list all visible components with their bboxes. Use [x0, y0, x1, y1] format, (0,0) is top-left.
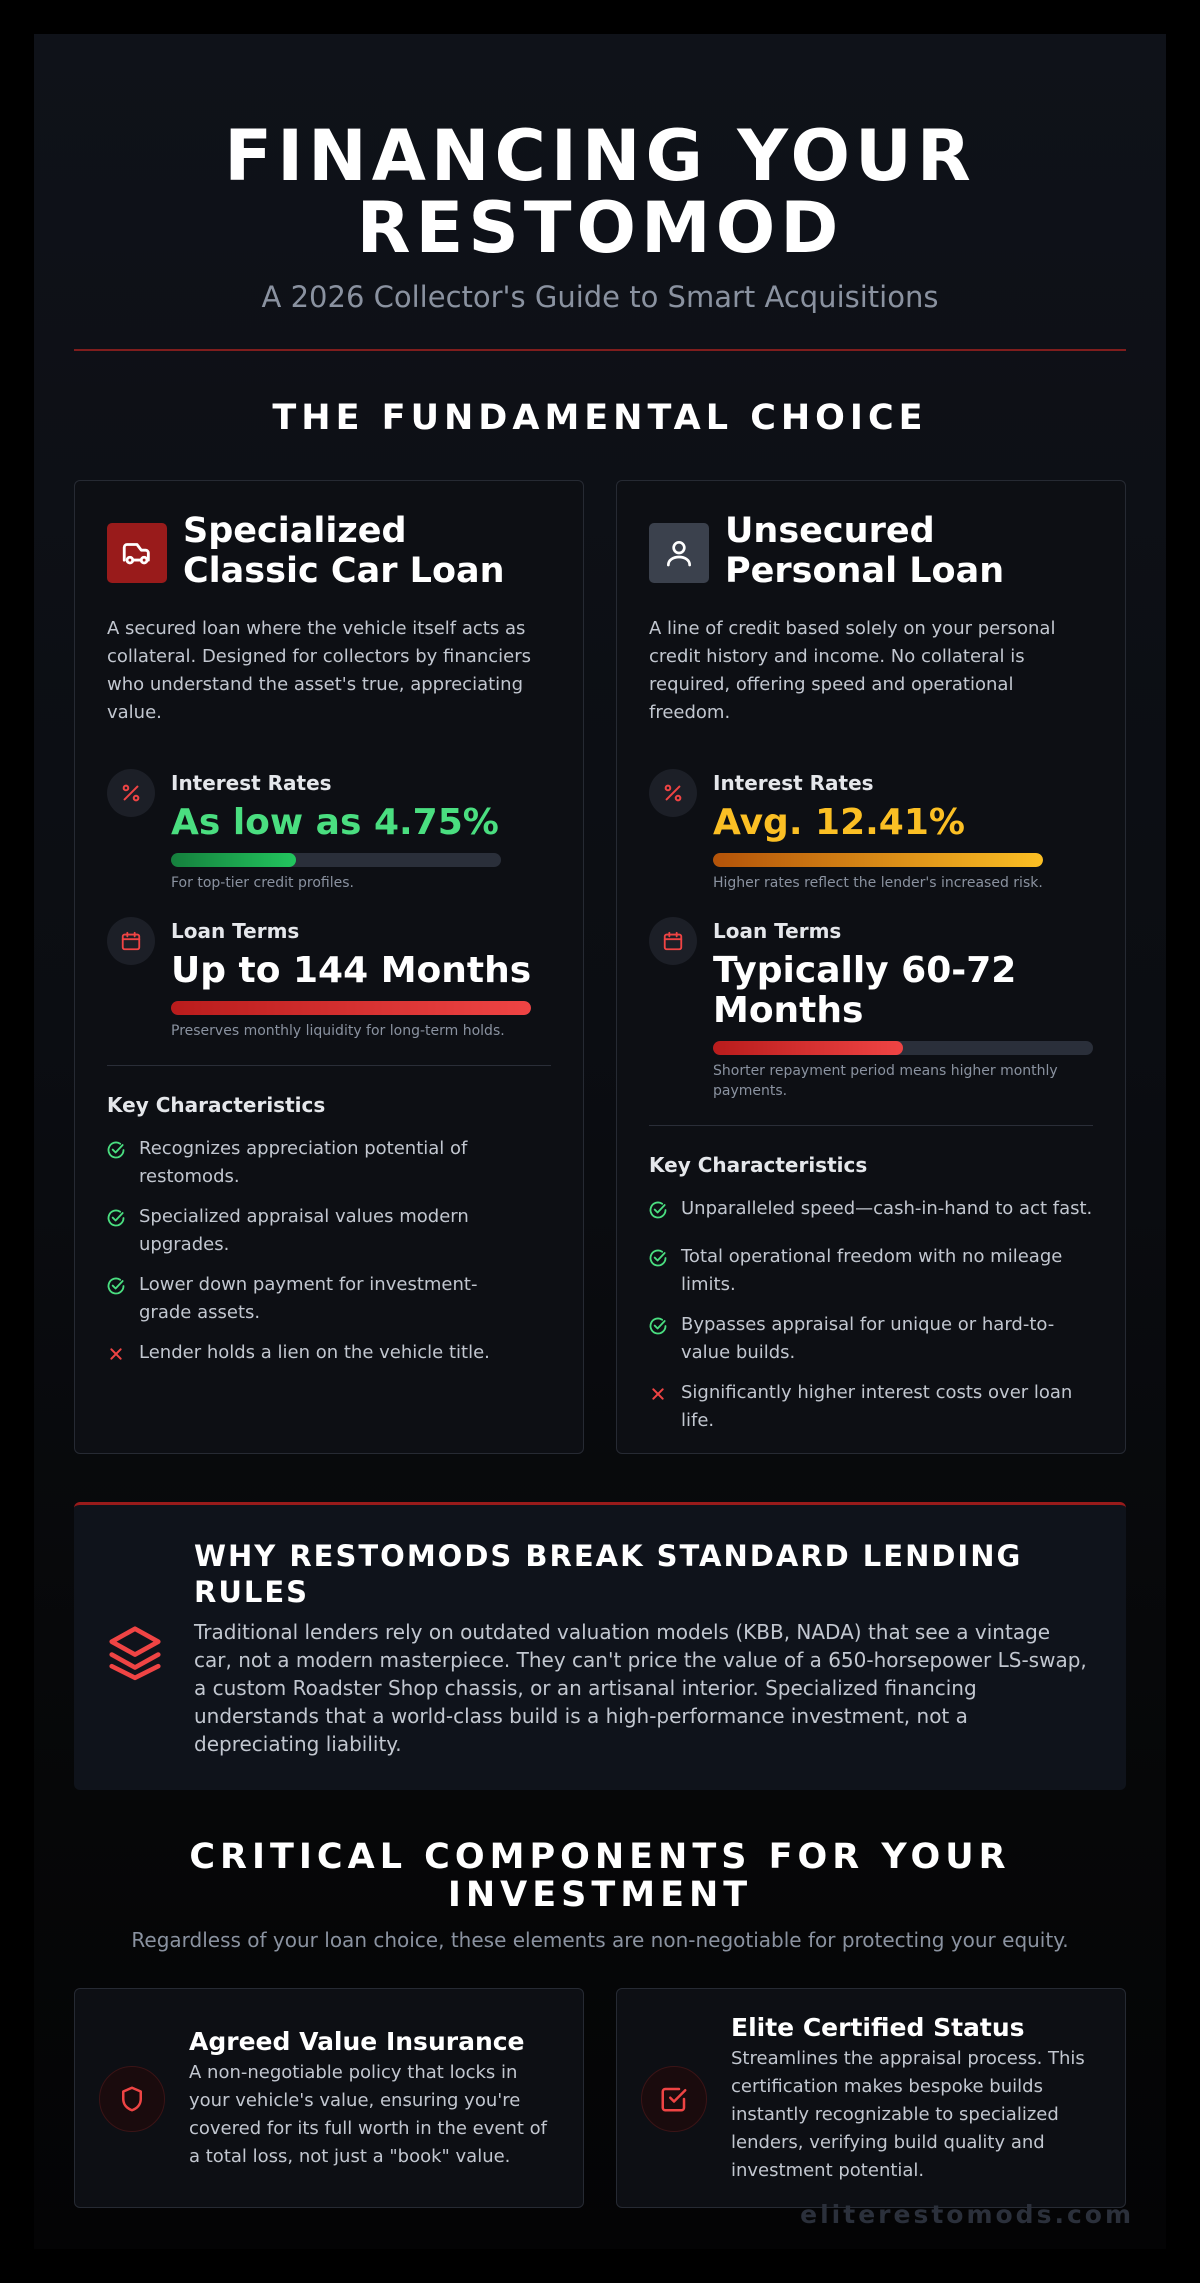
- component-title: Elite Certified Status: [731, 2013, 1025, 2042]
- card-title: [183, 511, 563, 591]
- interest-rate-note: For top-tier credit profiles.: [171, 875, 354, 891]
- loan-terms-value-line: Typically 60-72: [713, 950, 1017, 991]
- card-title-line: Specialized: [183, 511, 407, 551]
- card-title: [725, 511, 1105, 591]
- characteristic-item: Specialized appraisal values modern upgrades.: [139, 1206, 469, 1255]
- characteristic-item: Total operational freedom with no mileage limits.: [681, 1246, 1063, 1295]
- percent-icon: [107, 769, 155, 817]
- check-circle-icon: [647, 1315, 669, 1337]
- interest-rate-label: Interest Rates: [171, 771, 332, 795]
- truck-icon: [107, 523, 167, 583]
- check-circle-icon: [105, 1139, 127, 1161]
- characteristic-item: Significantly higher interest costs over loan life.: [681, 1382, 1073, 1431]
- characteristic-item: Bypasses appraisal for unique or hard-to-value builds.: [681, 1314, 1055, 1363]
- loan-terms-bar: [171, 1001, 531, 1015]
- shield-icon: [99, 2066, 165, 2132]
- characteristics-title: Key Characteristics: [107, 1093, 326, 1117]
- card-divider: [649, 1125, 1093, 1126]
- site-watermark: eliterestomods.com: [800, 2200, 1134, 2229]
- characteristics-title: Key Characteristics: [649, 1153, 868, 1177]
- percent-icon: [649, 769, 697, 817]
- check-circle-icon: [105, 1275, 127, 1297]
- agreed-value-card: [74, 1988, 584, 2208]
- loan-terms-label: Loan Terms: [713, 919, 842, 943]
- personal-loan-card: [616, 480, 1126, 1454]
- loan-terms-value: Up to 144 Months: [171, 950, 532, 991]
- characteristic-item: Recognizes appreciation potential of restomods.: [139, 1138, 468, 1187]
- card-title-line: Personal Loan: [725, 551, 1005, 591]
- loan-terms-note: [713, 1061, 1058, 1101]
- loan-terms-value: [713, 951, 1016, 1031]
- loan-terms-bar-fill: [171, 1001, 531, 1015]
- interest-rate-label: Interest Rates: [713, 771, 874, 795]
- check-circle-icon: [647, 1199, 669, 1221]
- check-circle-icon: [105, 1207, 127, 1229]
- loan-terms-note-line: payments.: [713, 1083, 788, 1099]
- classic-loan-card: [74, 480, 584, 1454]
- characteristic-item: Lower down payment for investment-grade assets.: [139, 1274, 478, 1323]
- card-description: A line of credit based solely on your personal credit history and income. No collateral is required, offering speed and operational freedom.: [649, 618, 1056, 723]
- why-restomods-callout: [74, 1502, 1126, 1790]
- interest-rate-value: As low as 4.75%: [171, 802, 499, 843]
- page-subtitle: A 2026 Collector's Guide to Smart Acquisitions: [261, 280, 939, 314]
- interest-rate-bar-fill: [713, 853, 1043, 867]
- card-description: A secured loan where the vehicle itself acts as collateral. Designed for collectors by financiers who understand the asset's true, appreciating value.: [107, 618, 531, 723]
- choice-section-title: THE FUNDAMENTAL CHOICE: [272, 398, 928, 438]
- cross-icon: [105, 1343, 127, 1365]
- card-divider: [107, 1065, 551, 1066]
- layers-icon: [104, 1621, 166, 1683]
- checkbox-icon: [641, 2066, 707, 2132]
- user-icon: [649, 523, 709, 583]
- loan-terms-value-line: Months: [713, 990, 864, 1031]
- check-circle-icon: [647, 1247, 669, 1269]
- interest-rate-value: Avg. 12.41%: [713, 802, 965, 843]
- component-text: A non-negotiable policy that locks in your vehicle's value, ensuring you're covered for its full worth in the event of a total loss, not just a "book" value.: [189, 2062, 548, 2167]
- loan-terms-label: Loan Terms: [171, 919, 300, 943]
- loan-terms-bar: [713, 1041, 1093, 1055]
- calendar-icon: [107, 917, 155, 965]
- cross-icon: [647, 1383, 669, 1405]
- card-title-line: Unsecured: [725, 511, 935, 551]
- card-title-line: Classic Car Loan: [183, 551, 505, 591]
- calendar-icon: [649, 917, 697, 965]
- critical-section-subtitle: Regardless of your loan choice, these elements are non-negotiable for protecting your equity.: [131, 1928, 1069, 1952]
- component-title: Agreed Value Insurance: [189, 2027, 525, 2056]
- why-text: Traditional lenders rely on outdated valuation models (KBB, NADA) that see a vintage car, not a modern masterpiece. They can't price the value of a 650-horsepower LS-swap, a custom Roadster Shop chassis, or an artisanal interior. Specialized financing understands that a world-class build is a high-performance investment, not a depreciating liability.: [194, 1620, 1087, 1756]
- page-title: FINANCING YOUR RESTOMOD: [224, 115, 976, 269]
- interest-rate-note: Higher rates reflect the lender's increased risk.: [713, 875, 1043, 891]
- critical-section-title: CRITICAL COMPONENTS FOR YOUR INVESTMENT: [189, 1837, 1011, 1915]
- loan-terms-note-line: Shorter repayment period means higher monthly: [713, 1063, 1058, 1079]
- characteristic-item: Lender holds a lien on the vehicle title.: [139, 1342, 490, 1363]
- interest-rate-bar: [713, 853, 1043, 867]
- loan-terms-bar-fill: [713, 1041, 903, 1055]
- characteristic-item: Unparalleled speed—cash-in-hand to act fast.: [681, 1198, 1093, 1219]
- interest-rate-bar-fill: [171, 853, 296, 867]
- elite-certified-card: [616, 1988, 1126, 2208]
- header-divider: [74, 349, 1126, 351]
- why-title: WHY RESTOMODS BREAK STANDARD LENDING RULES: [194, 1539, 1023, 1609]
- loan-terms-note: Preserves monthly liquidity for long-term holds.: [171, 1023, 505, 1039]
- component-text: Streamlines the appraisal process. This certification makes bespoke builds instantly recognizable to specialized lenders, verifying build quality and investment potential.: [731, 2048, 1085, 2181]
- interest-rate-bar: [171, 853, 501, 867]
